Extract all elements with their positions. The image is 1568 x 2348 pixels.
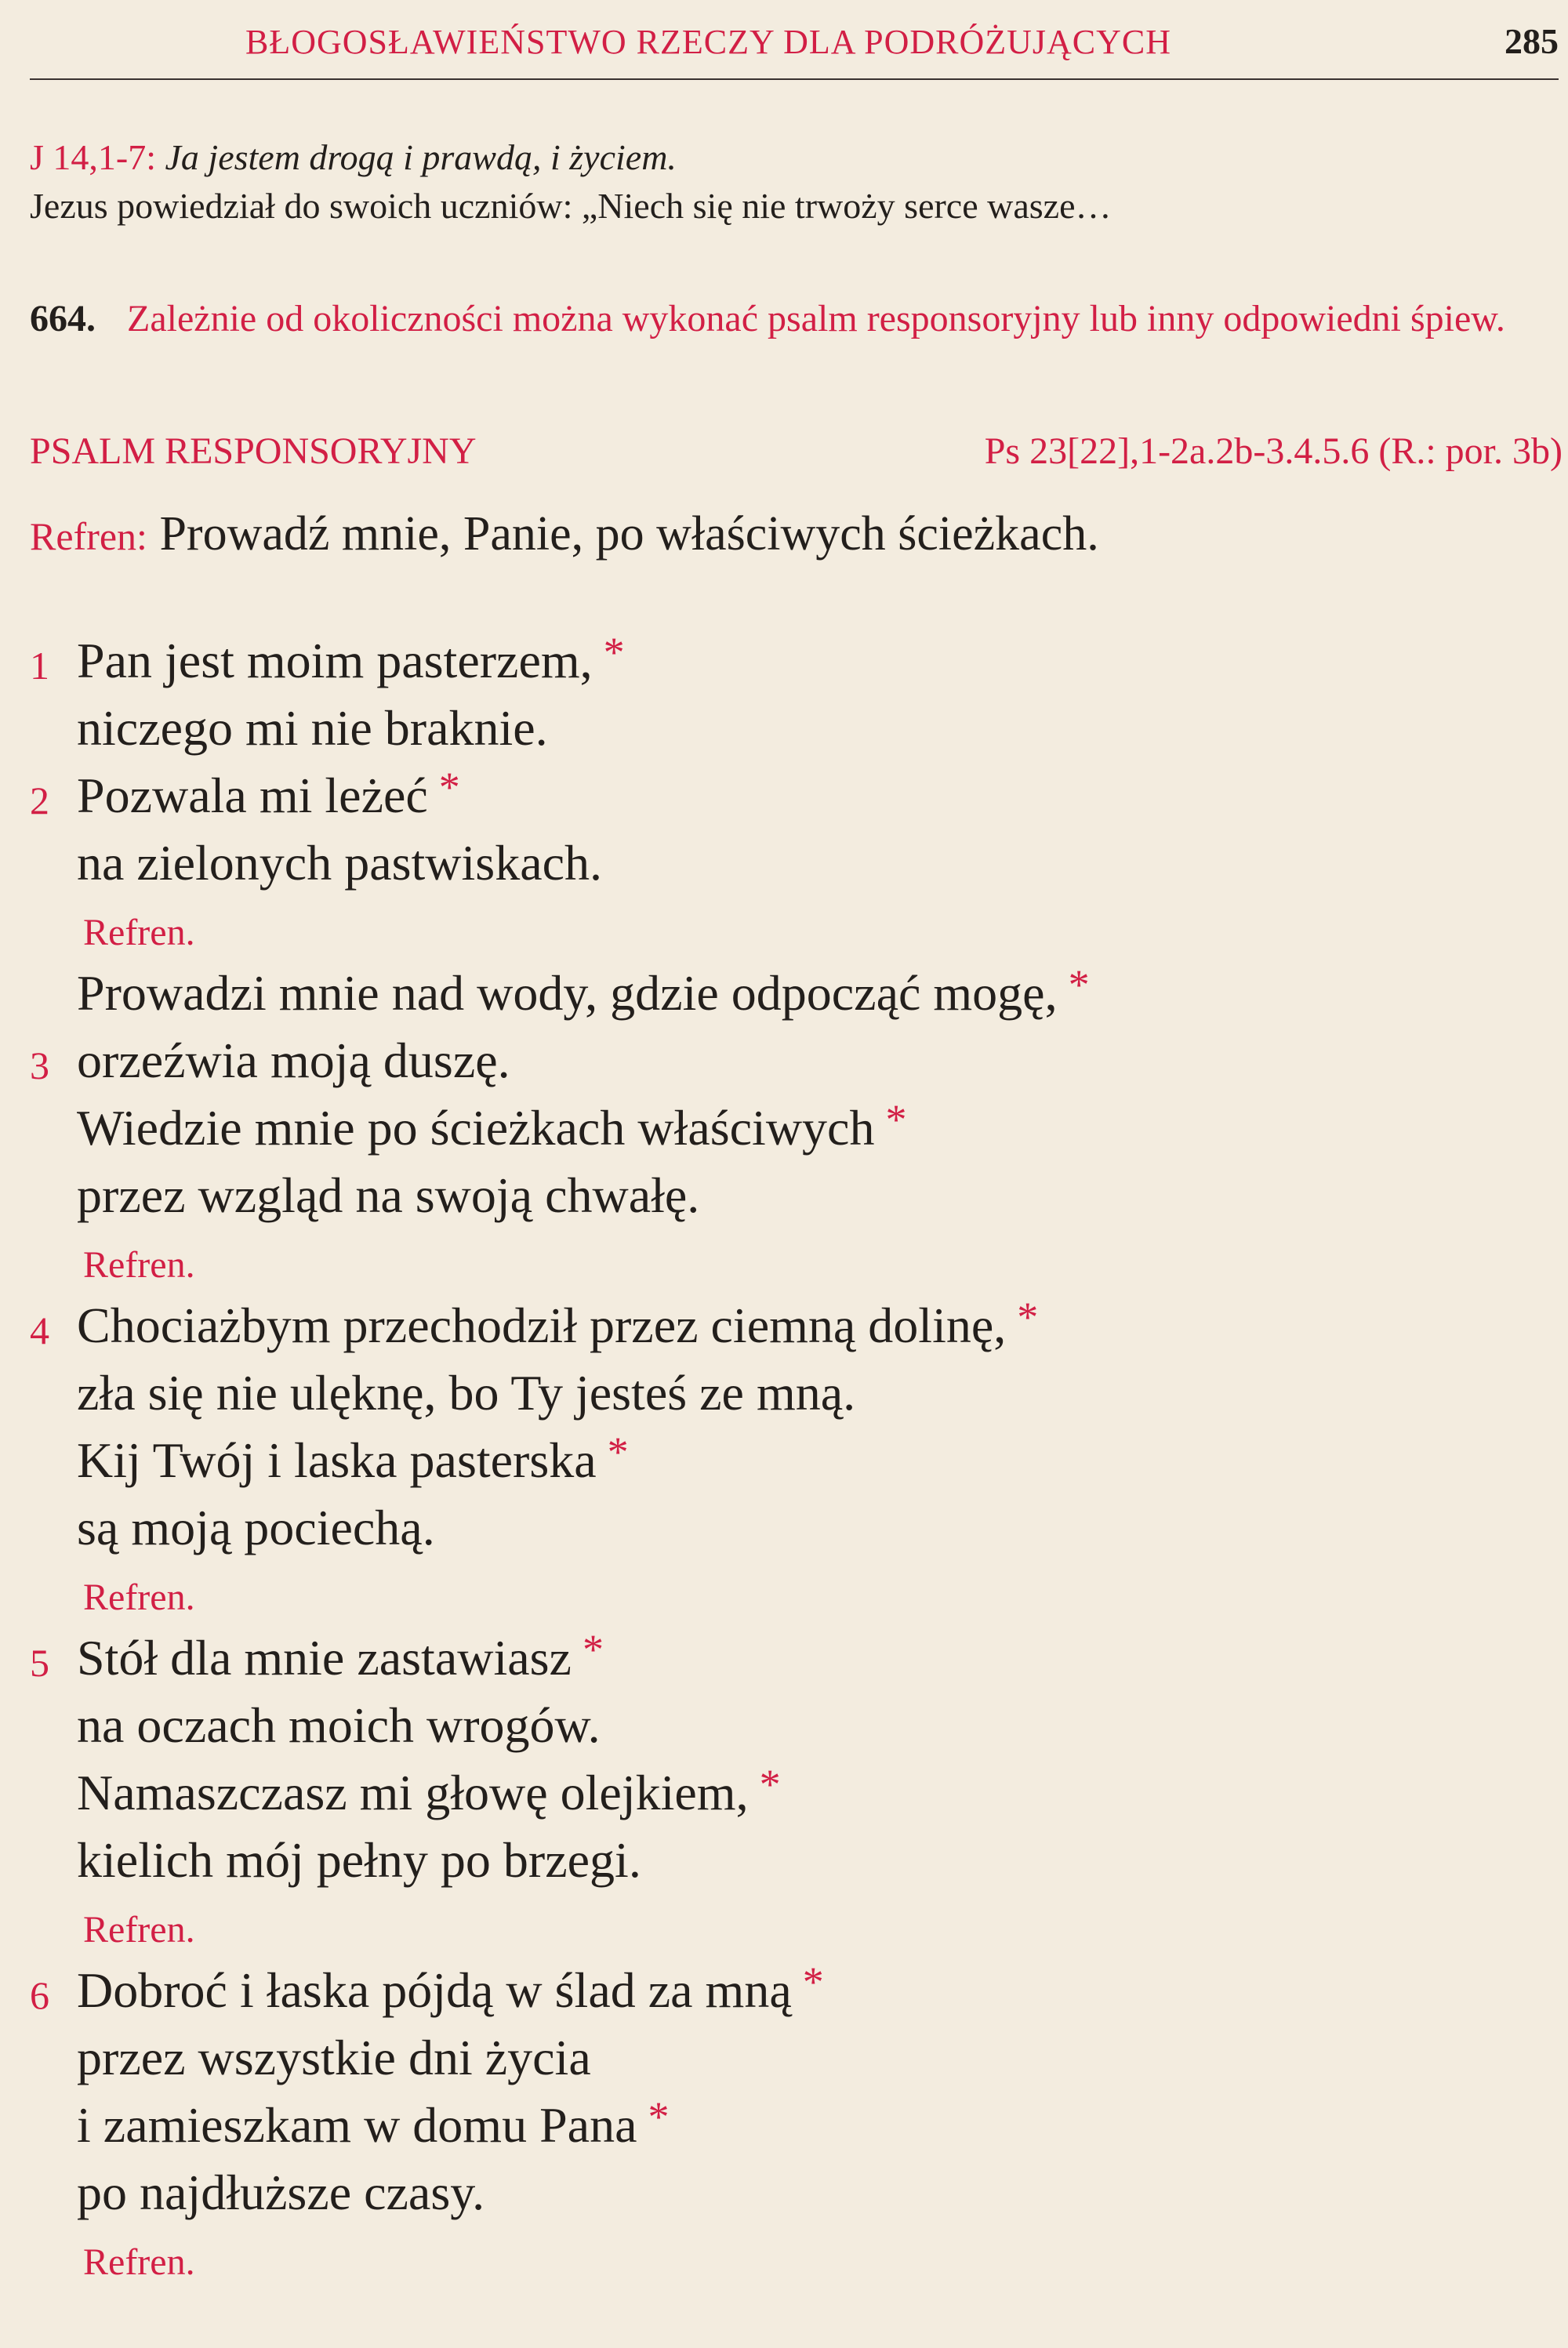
psalm-line: [30, 2024, 1519, 2092]
verse-text: Pozwala mi leżeć: [77, 768, 428, 823]
verse-text-line: [77, 1292, 1038, 1362]
psalm-title: PSALM RESPONSORYJNY: [30, 430, 477, 472]
verse-text-line: [77, 1094, 906, 1164]
verse-text: Kij Twój i laska pasterska: [77, 1432, 597, 1488]
asterisk-mark: *: [582, 1626, 604, 1673]
verse-text: Prowadzi mnie nad wody, gdzie odpocząć mogę,: [77, 965, 1058, 1021]
asterisk-mark: *: [759, 1761, 781, 1808]
verse-text-line: [77, 1759, 781, 1829]
asterisk-mark: *: [648, 2093, 670, 2140]
psalm-line: [30, 1759, 1519, 1827]
verse-text-line: [77, 695, 548, 762]
psalm-reference: Ps 23[22],1-2a.2b-3.4.5.6 (R.: por. 3b): [984, 430, 1563, 472]
asterisk-mark: *: [1068, 961, 1090, 1008]
rubric-text: Zależnie od okoliczności można wykonać psalm responsoryjny lub inny odpowiedni śpiew.: [127, 298, 1505, 339]
verse-text: i zamieszkam w domu Pana: [77, 2097, 637, 2153]
psalm-line: [30, 1027, 1519, 1094]
asterisk-mark: *: [885, 1096, 907, 1143]
psalm-body: [30, 627, 1519, 2289]
psalm-line: [30, 829, 1519, 897]
refrain-label: Refren:: [30, 514, 147, 558]
verse-text-line: [77, 627, 625, 697]
asterisk-mark: *: [1017, 1294, 1039, 1341]
verse-text-line: [77, 1827, 641, 1894]
psalm-heading: [30, 427, 1563, 476]
running-title: BŁOGOSŁAWIEŃSTWO RZECZY DLA PODRÓŻUJĄCYCH: [245, 23, 1172, 61]
verse-text: po najdłuższe czasy.: [77, 2165, 485, 2220]
psalm-line: [30, 1162, 1519, 1229]
refrain-cue: [30, 2226, 1519, 2289]
reading-incipit: Jezus powiedział do swoich uczniów: „Niech się nie trwoży serce wasze…: [30, 186, 1112, 226]
asterisk-mark: *: [802, 1958, 824, 2005]
refrain-cue: [30, 1229, 1519, 1292]
psalm-line: [30, 1494, 1519, 1562]
verse-text: Chociażbym przechodził przez ciemną dolinę,: [77, 1297, 1007, 1353]
verse-text: zła się nie ulęknę, bo Ty jesteś ze mną.: [77, 1365, 856, 1421]
verse-text: na zielonych pastwiskach.: [77, 835, 602, 891]
refrain-cue-text: Refren.: [83, 1909, 195, 1951]
page-number: 285: [1504, 21, 1559, 61]
verse-text: Namaszczasz mi głowę olejkiem,: [77, 1765, 749, 1820]
psalm-line: [30, 1427, 1519, 1494]
psalm-line: [30, 1692, 1519, 1759]
verse-text: Stół dla mnie zastawiasz: [77, 1630, 572, 1686]
running-header: [30, 14, 1559, 80]
gospel-reading: [30, 133, 1563, 230]
verse-text-line: [77, 960, 1090, 1029]
psalm-line: [30, 2092, 1519, 2159]
psalm-line: [30, 1094, 1519, 1162]
psalm-line: [30, 627, 1519, 695]
psalm-line: [30, 2159, 1519, 2226]
verse-text: są moją pociechą.: [77, 1500, 435, 1555]
verse-text-line: [77, 1494, 435, 1562]
verse-text: Wiedzie mnie po ścieżkach właściwych: [77, 1100, 875, 1156]
psalm-line: [30, 1359, 1519, 1427]
asterisk-mark: *: [607, 1428, 629, 1475]
verse-text-line: [77, 1027, 510, 1094]
refrain-cue: [30, 1562, 1519, 1624]
verse-number: 5: [30, 1641, 49, 1685]
reading-reference: J 14,1-7:: [30, 137, 156, 177]
verse-text-line: [77, 1359, 855, 1427]
psalm-line: [30, 1624, 1519, 1692]
psalm-line: [30, 1957, 1519, 2024]
verse-text-line: [77, 1624, 604, 1694]
verse-text-line: [77, 1957, 824, 2027]
psalm-line: [30, 1827, 1519, 1894]
verse-number: 1: [30, 644, 49, 688]
verse-text: na oczach moich wrogów.: [77, 1697, 601, 1753]
psalm-line: [30, 1292, 1519, 1359]
verse-text-line: [77, 829, 602, 897]
verse-text: przez wszystkie dni życia: [77, 2030, 591, 2085]
refrain-cue-text: Refren.: [83, 1244, 195, 1286]
asterisk-mark: *: [603, 629, 625, 676]
main-refrain: [30, 504, 1563, 566]
verse-text: Pan jest moim pasterzem,: [77, 633, 593, 688]
verse-text: kielich mój pełny po brzegi.: [77, 1832, 641, 1888]
rubric: [30, 295, 1563, 343]
verse-text: przez wzgląd na swoją chwałę.: [77, 1167, 700, 1223]
refrain-cue-text: Refren.: [83, 1577, 195, 1618]
refrain-cue: [30, 897, 1519, 960]
reading-title: Ja jestem drogą i prawdą, i życiem.: [165, 137, 677, 177]
verse-text-line: [77, 1162, 699, 1229]
reading-title-line: [30, 133, 1563, 182]
refrain-cue: [30, 1894, 1519, 1957]
psalm-line: [30, 960, 1519, 1027]
verse-number: 2: [30, 778, 49, 822]
verse-number: 4: [30, 1308, 49, 1352]
refrain-cue-text: Refren.: [83, 2241, 195, 2283]
refrain-text: Prowadź mnie, Panie, po właściwych ścieżkach.: [159, 507, 1099, 561]
rubric-number: 664.: [30, 298, 96, 339]
verse-number: 6: [30, 1973, 49, 2017]
verse-text-line: [77, 2159, 485, 2226]
verse-text-line: [77, 2024, 591, 2092]
psalm-line: [30, 762, 1519, 829]
verse-text-line: [77, 1692, 601, 1759]
refrain-cue-text: Refren.: [83, 912, 195, 953]
psalm-line: [30, 695, 1519, 762]
verse-text: orzeźwia moją duszę.: [77, 1032, 510, 1088]
verse-text-line: [77, 762, 460, 832]
verse-text-line: [77, 1427, 629, 1497]
verse-text: Dobroć i łaska pójdą w ślad za mną: [77, 1962, 792, 2018]
verse-text: niczego mi nie braknie.: [77, 700, 548, 756]
asterisk-mark: *: [438, 764, 460, 811]
verse-number: 3: [30, 1043, 49, 1087]
verse-text-line: [77, 2092, 669, 2161]
